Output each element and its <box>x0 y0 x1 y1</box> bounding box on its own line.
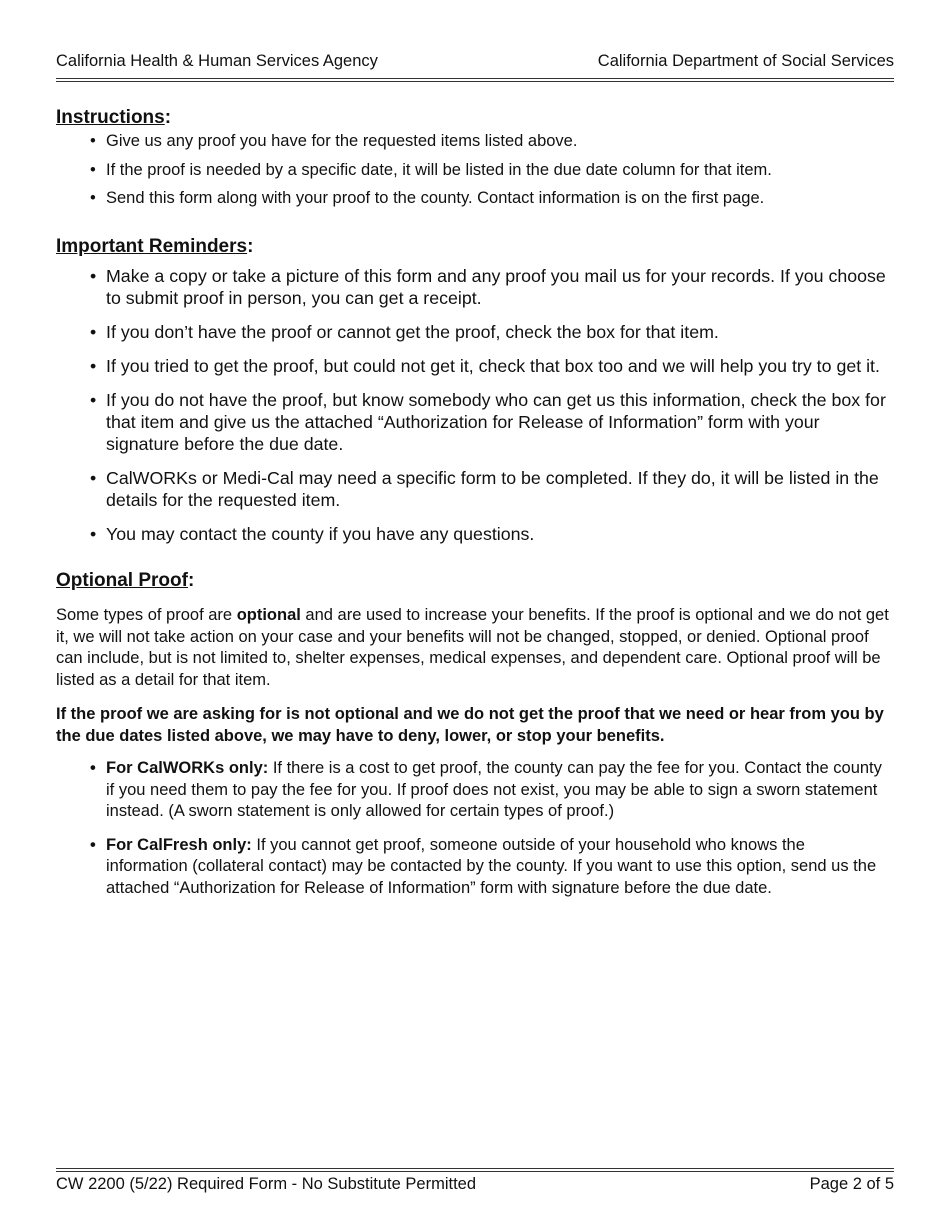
list-item: • Make a copy or take a picture of this form and any proof you mail us for your records. If you choose to submit proof in person, you can get a receipt. <box>90 266 886 308</box>
page-number: Page 2 of 5 <box>809 1175 894 1193</box>
list-item: • You may contact the county if you have any questions. <box>90 524 535 544</box>
header-rule-secondary <box>56 81 894 82</box>
footer-rule-secondary <box>56 1171 894 1172</box>
page-footer <box>56 1175 894 1194</box>
optional-proof-warning: If the proof we are asking for is not optional and we do not get the proof that we need or hear from you by the due dates listed above, we may have to deny, lower, or stop your benefits. <box>56 705 884 745</box>
list-item: • If you don’t have the proof or cannot get the proof, check the box for that item. <box>90 322 719 342</box>
optional-proof-heading: Optional Proof: <box>56 570 195 591</box>
list-item: • Give us any proof you have for the requested items listed above. <box>90 132 578 150</box>
header-agency: California Health & Human Services Agency <box>56 52 378 70</box>
program-notes-list <box>56 758 890 899</box>
page-header <box>56 52 894 71</box>
footer-rule <box>56 1168 894 1169</box>
reminders-heading: Important Reminders: <box>56 236 254 257</box>
instructions-heading: Instructions: <box>56 107 172 128</box>
list-item: • For CalFresh only: If you cannot get proof, someone outside of your household who knows the information (collateral contact) may be contacted by the county. If you want to use this option, send us the attached “Authorization for Release of Information” form with signature before the due date. <box>90 835 877 897</box>
instructions-list <box>56 130 890 209</box>
footer-form-id: CW 2200 (5/22) Required Form - No Substitute Permitted <box>56 1175 477 1193</box>
list-item: • For CalWORKs only: If there is a cost to get proof, the county can pay the fee for you. Contact the county if you need them to pay the fee for you. If proof does not exist, you may be able to sign a sworn statement instead. (A sworn statement is only allowed for certain types of proof.) <box>90 759 882 820</box>
list-item: • If the proof is needed by a specific date, it will be listed in the due date column for that item. <box>90 160 772 179</box>
list-item: • If you tried to get the proof, but could not get it, check that box too and we will help you try to get it. <box>90 356 880 376</box>
header-rule <box>56 78 894 79</box>
optional-proof-paragraph: Some types of proof are optional and are used to increase your benefits. If the proof is optional and we do not get it, we will not take action on your case and your benefits will not be changed, stopped, or denied. Optional proof can include, but is not limited to, shelter expenses, medical expenses, and dependent care. Optional proof will be listed as a detail for that item. <box>56 606 889 689</box>
reminders-list <box>56 265 890 545</box>
list-item: • Send this form along with your proof to the county. Contact information is on the first page. <box>90 189 765 207</box>
list-item: • CalWORKs or Medi-Cal may need a specific form to be completed. If they do, it will be listed in the details for the requested item. <box>90 468 879 510</box>
header-department: California Department of Social Services <box>597 52 894 70</box>
list-item: • If you do not have the proof, but know somebody who can get us this information, check the box for that item and give us the attached “Authorization for Release of Information” form with your signature before the due date. <box>90 390 886 454</box>
page-body <box>56 106 890 911</box>
